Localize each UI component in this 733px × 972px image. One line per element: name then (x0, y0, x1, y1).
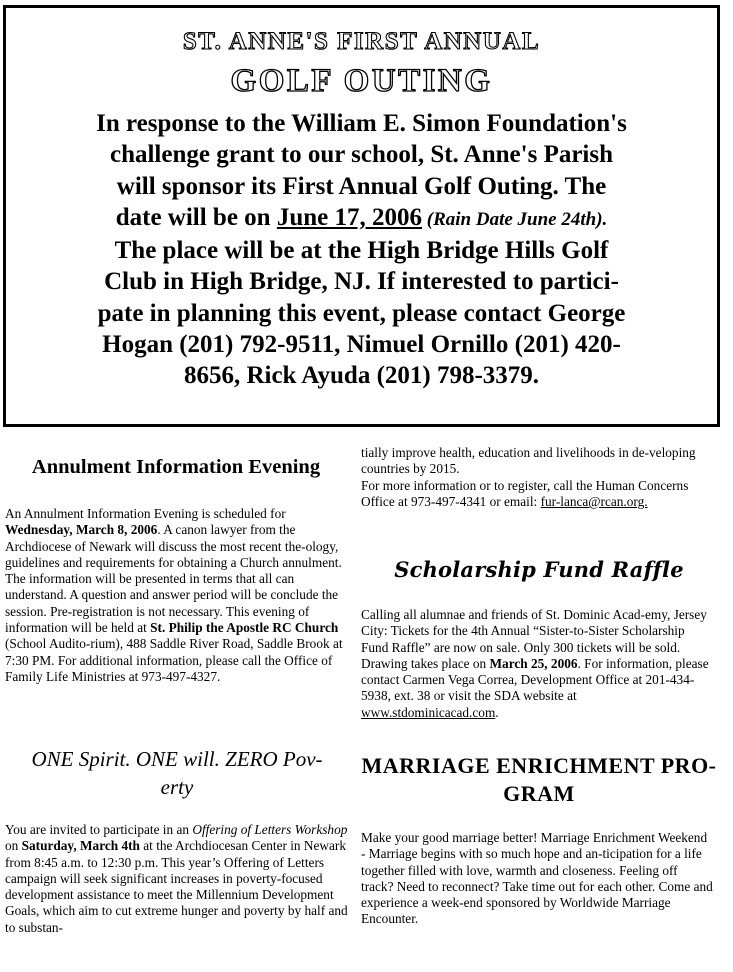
annulment-venue: St. Philip the Apostle RC Church (150, 620, 339, 636)
golf-line: Club in High Bridge, NJ. If interested to partici- (104, 268, 619, 296)
golf-line: 8656, Rick Ayuda (201) 798-3379. (183, 362, 540, 390)
golf-date: June 17, 2006 (276, 203, 422, 231)
marriage-heading (360, 752, 718, 808)
annulment-date: Wednesday, March 8, 2006 (5, 522, 158, 538)
one-spirit-heading (0, 745, 354, 801)
annulment-text: An Annulment Information Evening is scheduled for (5, 506, 286, 521)
marriage-text: Make your good marriage better! Marriage Enrichment Weekend - Marriage begins with so much hope and an-ticipation for a life together filled with love, warmth and closeness. Feeling off track? Need to reconnect? Take time out for each other. Come and experience a week-end sponsored by Worldwide Marriage Encounter. (361, 830, 713, 927)
annulment-article (5, 506, 353, 685)
marriage-heading-line2: GRAM (503, 781, 575, 806)
one-spirit-more-text: For more information or to register, call the Human Concerns Office at 973-497-4341 or email: (361, 477, 689, 509)
one-spirit-text: on (5, 838, 22, 854)
golf-outing-title-line2: GOLF OUTING (230, 63, 493, 99)
golf-line: challenge grant to our school, St. Anne's Parish (109, 141, 614, 169)
golf-line: In response to the William E. Simon Foundation's (96, 110, 627, 137)
scholarship-article (361, 607, 713, 721)
golf-outing-title-line1: ST. ANNE'S FIRST ANNUAL (182, 28, 541, 55)
annulment-text: (School Audito-rium), 488 Saddle River Road, Saddle Brook at 7:30 PM. For additional information, please call the Office of Family Life Ministries at 973-497-4327. (5, 636, 343, 684)
annulment-heading: Annulment Information Evening (31, 456, 321, 478)
scholarship-text: . (495, 704, 499, 720)
one-spirit-heading-line2: erty (160, 775, 194, 799)
scholarship-heading: Scholarship Fund Raffle (394, 557, 684, 582)
sda-website-link[interactable]: www.stdominicacad.com (361, 704, 496, 720)
annulment-text: . A canon lawyer from the Archdiocese of Newark will discuss the most recent the-ology, guidelines and requirements for obtaining a Church annulment. The information will be presented in terms that all can understand. A question and answer period will be conclude the session. Pre-registration is not necessary. This evening of information will be held at (5, 522, 342, 636)
golf-outing-body (14, 108, 709, 392)
one-spirit-continued-text: tially improve health, education and livelihoods in de-veloping countries by 2015. (361, 445, 696, 477)
marriage-heading-line1: MARRIAGE ENRICHMENT PRO- (361, 753, 717, 778)
email-link[interactable]: fur-lanca@rcan.org. (540, 493, 648, 509)
marriage-article (361, 830, 713, 928)
scholarship-text: . For information, please contact Carmen Vega Correa, Development Office at 201-434-5938, ext. 38 or visit the SDA website at (361, 655, 709, 704)
golf-line: The place will be at the High Bridge Hills Golf (114, 237, 609, 265)
scholarship-text: Calling all alumnae and friends of St. Dominic Acad-emy, Jersey City: Tickets for the 4th Annual “Sister-to-Sister Scholarship Fund Raffle” are now on sale. Only 300 tickets will be sold. Drawing takes place on (361, 607, 707, 671)
golf-line: will sponsor its First Annual Golf Outing. The (116, 172, 607, 200)
golf-date-line (14, 202, 709, 235)
golf-line: pate in planning this event, please contact George (97, 299, 626, 327)
one-spirit-text: You are invited to participate in an (5, 822, 193, 837)
golf-date-prefix: date will be on (115, 203, 277, 231)
one-spirit-continued (361, 445, 713, 510)
golf-rain-date: (Rain Date June 24th). (422, 208, 608, 230)
one-spirit-heading-line1: ONE Spirit. ONE will. ZERO Pov- (31, 747, 323, 771)
one-spirit-event: Offering of Letters Workshop (192, 822, 348, 837)
scholarship-date: March 25, 2006 (489, 655, 578, 671)
golf-outing-announcement (3, 5, 720, 427)
one-spirit-article (5, 822, 353, 936)
one-spirit-date: Saturday, March 4th (21, 838, 140, 854)
one-spirit-text: at the Archdiocesan Center in Newark from 8:45 a.m. to 12:30 p.m. This year’s Offering of Letters campaign will seek significant increases in poverty-focused development assistance to meet the Millennium Development Goals, which aim to cut extreme hunger and poverty by half and to substan- (5, 838, 348, 935)
golf-line: Hogan (201) 792-9511, Nimuel Ornillo (201) 420- (102, 331, 621, 359)
